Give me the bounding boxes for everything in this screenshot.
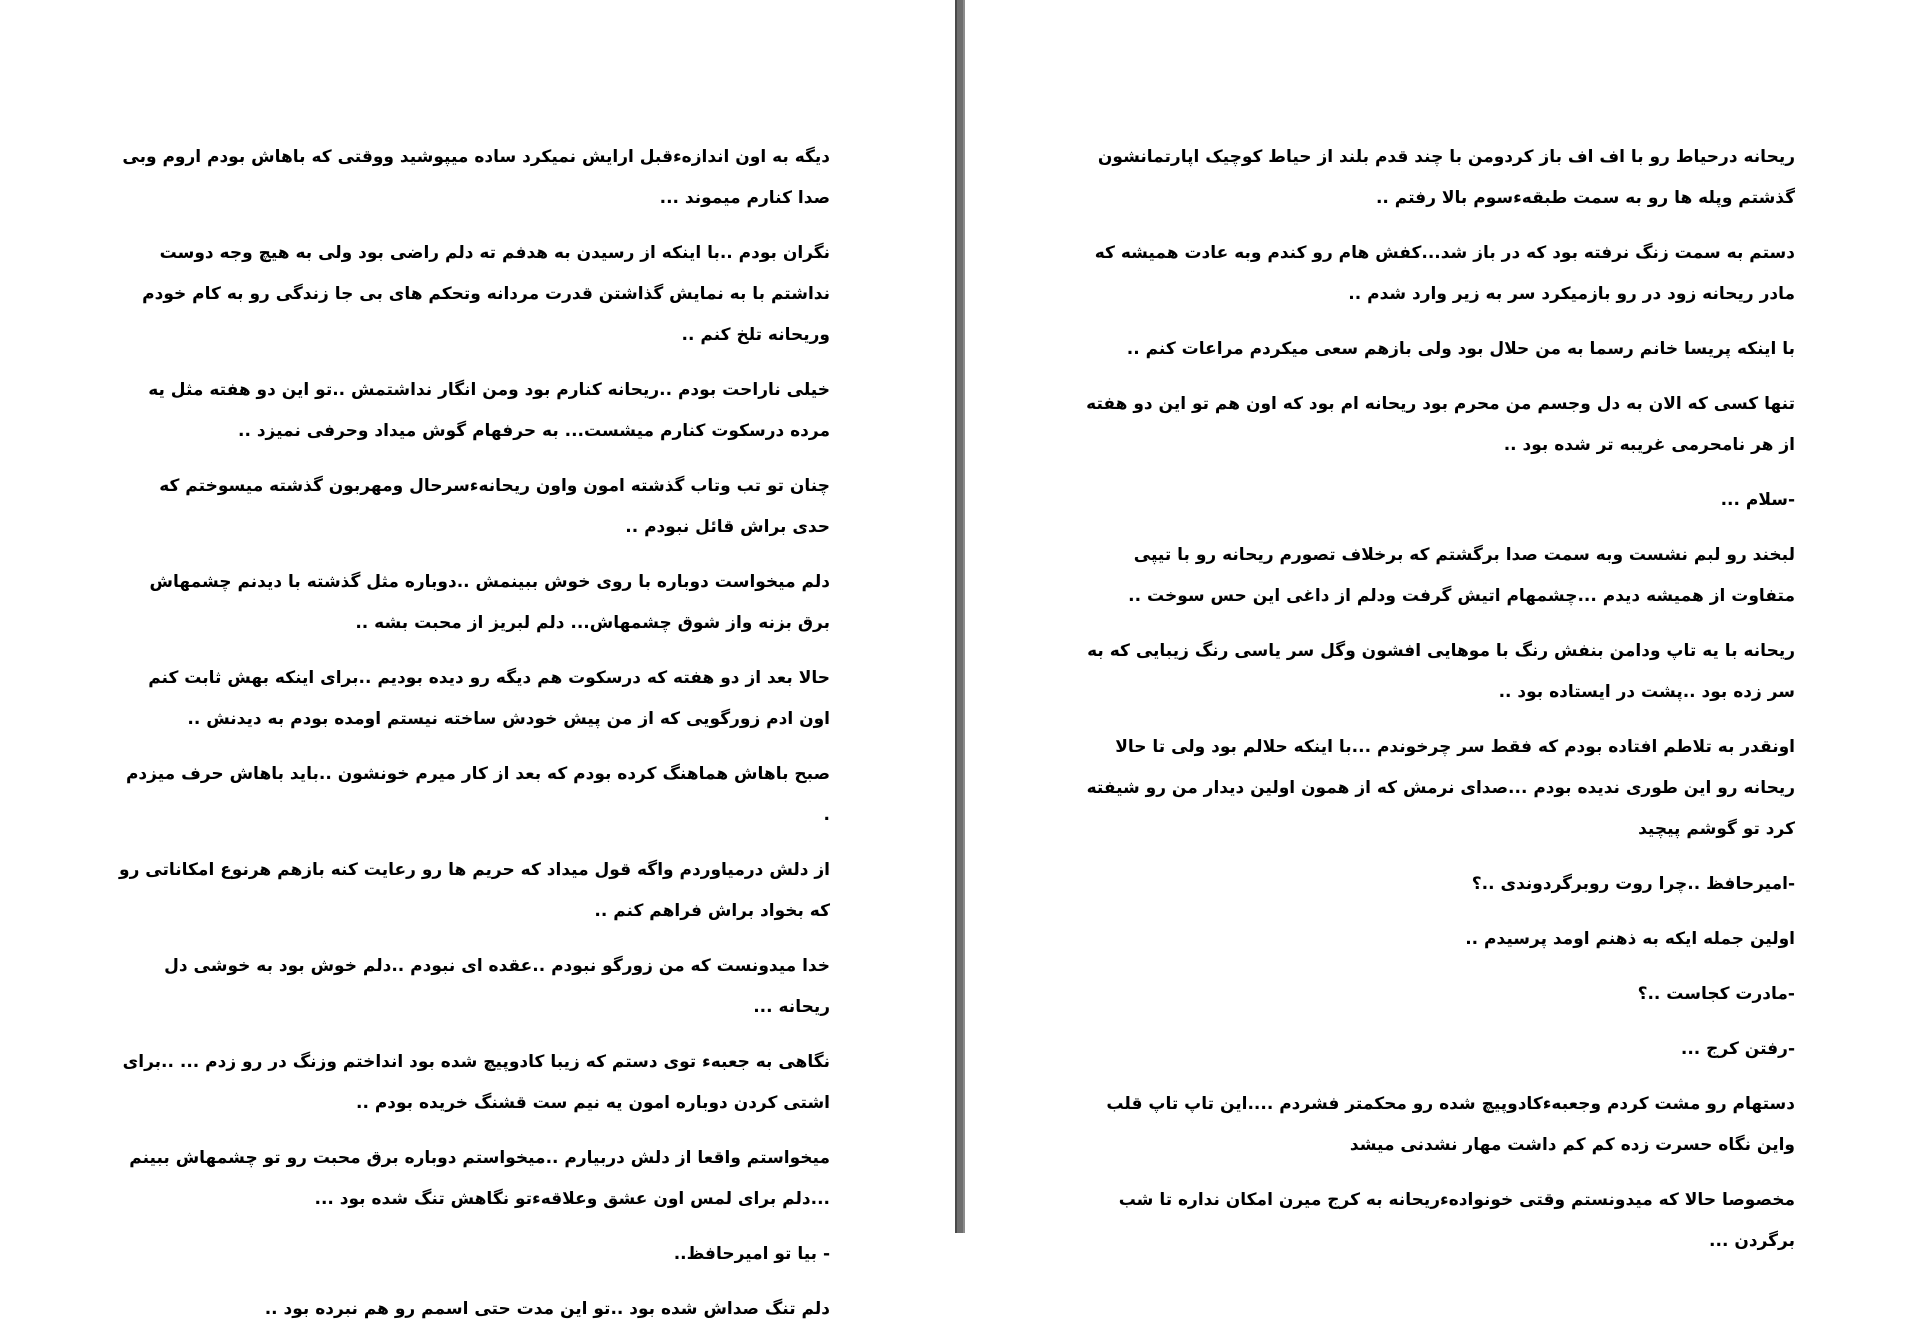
right-paragraph: دستم به سمت زنگ نرفته بود که در باز شد...کفش هام رو کندم وبه عادت همیشه که مادر ریحانه زود در رو بازمیکرد سر به زیر وارد شدم .. [1094,243,1795,304]
left-paragraph: صبح باهاش هماهنگ کرده بودم که بعد از کار میرم خونشون ..باید باهاش حرف میزدم . [125,764,830,825]
left-page [0,0,955,1319]
left-paragraph: خدا میدونست که من زورگو نبودم ..عقده ای نبودم ..دلم خوش بود به خوشی دل ریحانه ... [164,956,830,1017]
right-paragraph: لبخند رو لبم نشست وبه سمت صدا برگشتم که برخلاف تصورم ریحانه رو با تیپی متفاوت از همیشه دیدم ...چشمهام اتیش گرفت ودلم از داغی این حس سوخت .. [1128,545,1795,606]
right-paragraph: -امیرحافظ ..چرا روت روبرگردوندی ..؟ [1471,874,1795,894]
right-paragraph: تنها کسی که الان به دل وجسم من محرم بود ریحانه ام بود که اون هم تو این دو هفته از هر نامحرمی غریبه تر شده بود .. [1086,394,1795,455]
right-paragraph: -سلام ... [1720,490,1795,510]
right-page [965,0,1920,1251]
right-paragraph: دستهام رو مشت کردم وجعبه‌ء‌کادوپیچ شده رو محکمتر فشردم ....این تاپ تاپ قلب واین نگاه حسرت زده کم کم داشت مهار نشدنی میشد [1106,1094,1795,1155]
right-paragraph: مخصوصا حالا که میدونستم وقتی خونواده‌ء‌ریحانه به کرج میرن امکان نداره تا شب برگردن ... [1118,1190,1795,1251]
left-paragraph: دلم تنگ صداش شده بود ..تو این مدت حتی اسمم رو هم نبرده بود .. [264,1299,830,1319]
page-divider [955,0,965,1233]
left-paragraph: از دلش درمیاوردم واگه قول میداد که حریم ها رو رعایت کنه بازهم هرنوع امکاناتی رو که بخواد براش فراهم کنم .. [119,860,830,921]
left-paragraph: میخواستم واقعا از دلش دربیارم ..میخواستم دوباره برق محبت رو تو چشمهاش ببینم ...دلم برای لمس اون عشق وعلاقه‌ء‌تو نگاهش تنگ شده بود ... [129,1148,830,1209]
left-paragraph: دیگه به اون اندازه‌ء‌قبل ارایش نمیکرد ساده میپوشید ووقتی که باهاش بودم اروم وبی صدا کنارم میموند ... [122,147,830,208]
right-paragraph: ریحانه با یه تاپ ودامن بنفش رنگ با موهایی افشون وگل سر یاسی رنگ زیبایی که به سر زده بود ..پشت در ایستاده بود .. [1087,641,1795,702]
right-paragraph: -رفتن کرج ... [1680,1039,1795,1059]
left-paragraph: چنان تو تب وتاب گذشته امون واون ریحانه‌ء‌سرحال ومهربون گذشته میسوختم که حدی براش قائل نبودم .. [159,476,830,537]
right-paragraph: -مادرت کجاست ..؟ [1637,984,1795,1004]
right-paragraph: با اینکه پریسا خانم رسما به من حلال بود ولی بازهم سعی میکردم مراعات کنم .. [1126,339,1795,359]
right-paragraph: اولین جمله ایکه به ذهنم اومد پرسیدم .. [1465,929,1795,949]
left-paragraph: حالا بعد از دو هفته که درسکوت هم دیگه رو دیده بودیم ..برای اینکه بهش ثابت کنم اون ادم زورگویی که از من پیش خودش ساخته نیستم اومده بودم به دیدنش .. [148,668,830,729]
left-paragraph: خیلی ناراحت بودم ..ریحانه کنارم بود ومن انگار نداشتمش ..تو این دو هفته مثل یه مرده درسکوت کنارم میشست... به حرفهام گوش میداد وحرفی نمیزد .. [148,380,830,441]
right-paragraph: ریحانه درحیاط رو با اف اف باز کردومن با چند قدم بلند از حیاط کوچیک اپارتمانشون گذشتم وپله ها رو به سمت طبقه‌ء‌سوم بالا رفتم .. [1097,147,1795,208]
left-paragraph: نگران بودم ..با اینکه از رسیدن به هدفم ته دلم راضی بود ولی به هیچ وجه دوست نداشتم با به نمایش گذاشتن قدرت مردانه وتحکم های بی جا زندگی رو به کام خودم وریحانه تلخ کنم .. [142,243,830,345]
left-page-text [118,137,830,1344]
left-paragraph: دلم میخواست دوباره با روی خوش ببینمش ..دوباره مثل گذشته با دیدنم چشمهاش برق بزنه واز شوق چشمهاش... دلم لبریز از محبت بشه .. [149,572,830,633]
right-page-text [1083,137,1795,1276]
left-paragraph: نگاهی به جعبه‌ء توی دستم که زیبا کادوپیچ شده بود انداختم وزنگ در رو زدم ... ..برای اشتی کردن دوباره امون یه نیم ست قشنگ خریده بودم .. [122,1052,830,1113]
right-paragraph: اونقدر به تلاطم افتاده بودم که فقط سر چرخوندم ...با اینکه حلالم بود ولی تا حالا ریحانه رو این طوری ندیده بودم ...صدای نرمش که از همون اولین دیدار من رو شیفته کرد تو گوشم پیچید [1086,737,1795,839]
left-paragraph: - بیا تو امیرحافظ.. [673,1244,830,1264]
